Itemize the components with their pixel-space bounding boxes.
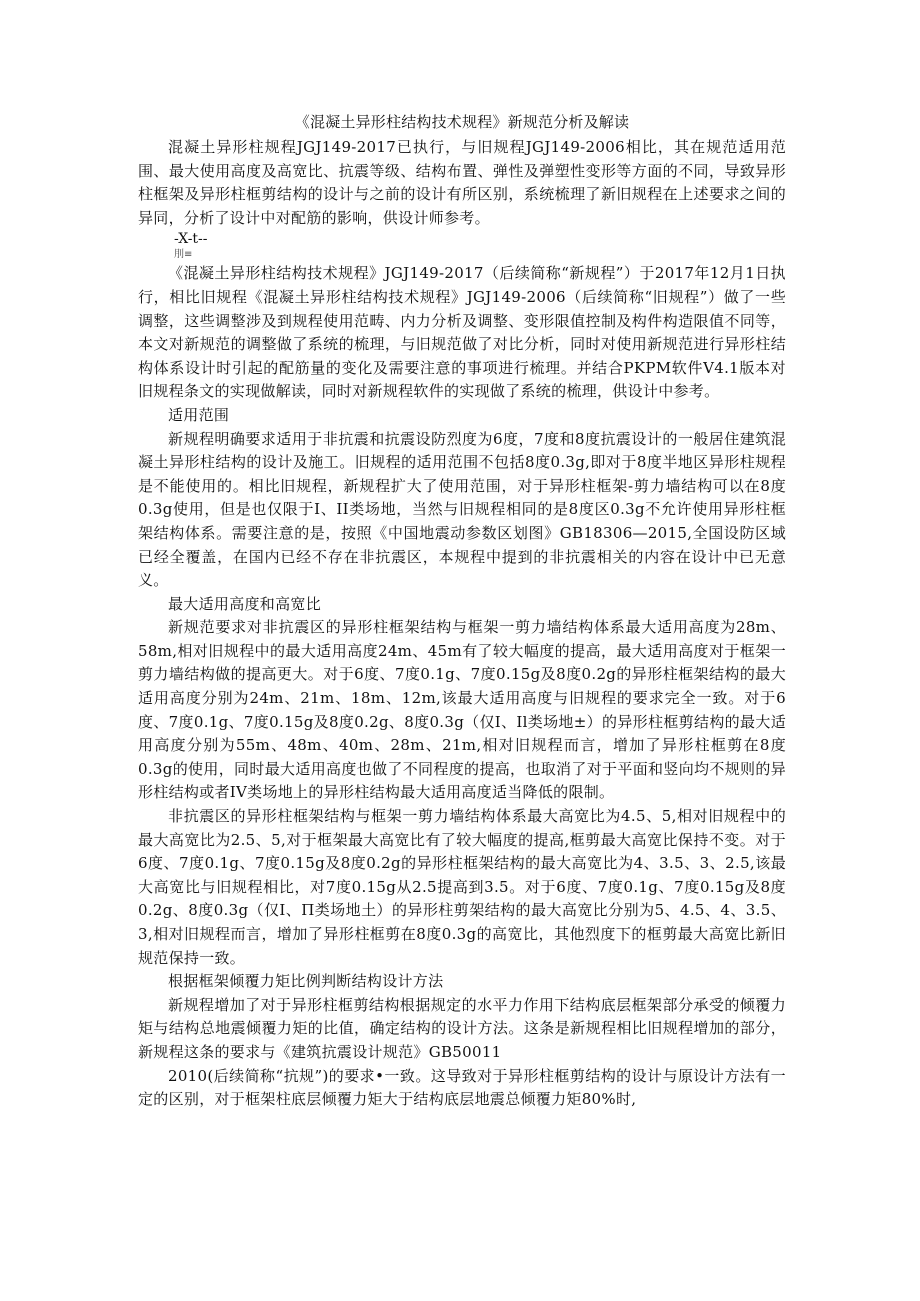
ocr-artifact-line: -X-t-- <box>174 231 208 248</box>
document-page <box>138 110 786 1112</box>
body-paragraph: 新规程增加了对于异形柱框剪结构根据规定的水平力作用下结构底层框架部分承受的倾覆力矩与结构总地震倾覆力矩的比值，确定结构的设计方法。这条是新规程相比旧规程增加的部分，新规程这条的要求与《建筑抗震设计规范》GB50011 <box>138 995 786 1061</box>
intro-paragraph: 《混凝土异形柱结构技术规程》JGJ149-2017（后续简称“新规程”）于2017年12月1日执行，相比旧规程《混凝土异形柱结构技术规程》JGJ149-2006（后续简称“旧规程”）做了一些调整，这些调整涉及到规程使用范畴、内力分析及调整、变形限值控制及构件构造限值不同等，本文对新规范的调整做了系统的梳理，与旧规范做了对比分析，同时对使用新规范进行异形柱结构体系设计时引起的配筋量的变化及需要注意的事项进行梳理。并结合PKPM软件V4.1版本对旧规程条文的实现做解读，同时对新规程软件的实现做了系统的梳理，供设计中参考。 <box>138 264 786 401</box>
section-heading: 最大适用高度和高宽比 <box>168 594 322 613</box>
body-paragraph: 新规范要求对非抗震区的异形柱框架结构与框架一剪力墙结构体系最大适用高度为28m、58m,相对旧规程中的最大适用高度24m、45m有了较大幅度的提高，最大适用高度对于框架一剪力墙结构做的提高更大。对于6度、7度0.1g、7度0.15g及8度0.2g的异形柱框架结构的最大适用高度分别为24m、21m、18m、12m,该最大适用高度与旧规程的要求完全一致。对于6度、7度0.1g、7度0.15g及8度0.2g、8度0.3g（仅I、Il类场地±）的异形柱框剪结构的最大适用高度分别为55m、48m、40m、28m、21m,相对旧规程而言，增加了异形柱框剪在8度0.3g的使用，同时最大适用高度也做了不同程度的提高，也取消了对于平面和竖向均不规则的异形柱结构或者IV类场地上的异形柱结构最大适用高度适当降低的限制。 <box>138 618 786 802</box>
document-title: 《混凝土异形柱结构技术规程》新规范分析及解读 <box>294 113 630 131</box>
body-paragraph: 非抗震区的异形柱框架结构与框架一剪力墙结构体系最大高宽比为4.5、5,相对旧规程中的最大高宽比为2.5、5,对于框架最大高宽比有了较大幅度的提高,框剪最大高宽比保持不变。对于6度、7度0.1g、7度0.15g及8度0.2g的异形柱框架结构的最大高宽比为4、3.5、3、2.5,该最大高宽比与旧规程相比，对7度0.15g从2.5提高到3.5。对于6度、7度0.1g、7度0.15g及8度0.2g、8度0.3g（仅I、Π类场地土）的异形柱剪架结构的最大高宽比分别为5、4.5、4、3.5、3,相对旧规程而言，增加了异形柱框剪在8度0.3g的高宽比，其他烈度下的框剪最大高宽比新旧规范保持一致。 <box>138 807 786 967</box>
section-heading: 根据框架倾覆力矩比例判断结构设计方法 <box>168 972 444 991</box>
body-paragraph: 2010(后续简称“抗规”)的要求•一致。这导致对于异形柱框剪结构的设计与原设计方法有一定的区别，对于框架柱底层倾覆力矩大于结构底层地震总倾覆力矩80%时, <box>138 1066 786 1109</box>
abstract-paragraph: 混凝土异形柱规程JGJ149-2017已执行，与旧规程JGJ149-2006相比，其在规范适用范围、最大使用高度及高宽比、抗震等级、结构布置、弹性及弹塑性变形等方面的不同，导致异形柱框架及异形柱框剪结构的设计与之前的设计有所区别，系统梳理了新旧规程在上述要求之间的异同，分析了设计中对配筋的影响，供设计师参考。 <box>138 138 786 227</box>
body-paragraph: 新规程明确要求适用于非抗震和抗震设防烈度为6度，7度和8度抗震设计的一般居住建筑混凝土异形柱结构的设计及施工。旧规程的适用范围不包括8度0.3g,即对于8度半地区异形柱规程是不能使用的。相比旧规程，新规程扩大了使用范围，对于异形柱框架-剪力墙结构可以在8度0.3g使用，但是也仅限于I、II类场地，当然与旧规程相同的是8度区0.3g不允许使用异形柱框架结构体系。需要注意的是，按照《中国地震动参数区划图》GB18306—2015,全国设防区域已经全覆盖，在国内已经不存在非抗震区，本规程中提到的非抗震相关的内容在设计中已无意义。 <box>138 429 786 590</box>
section-heading: 适用范围 <box>168 405 230 424</box>
ocr-artifact-line: 刖≡ <box>174 249 193 261</box>
